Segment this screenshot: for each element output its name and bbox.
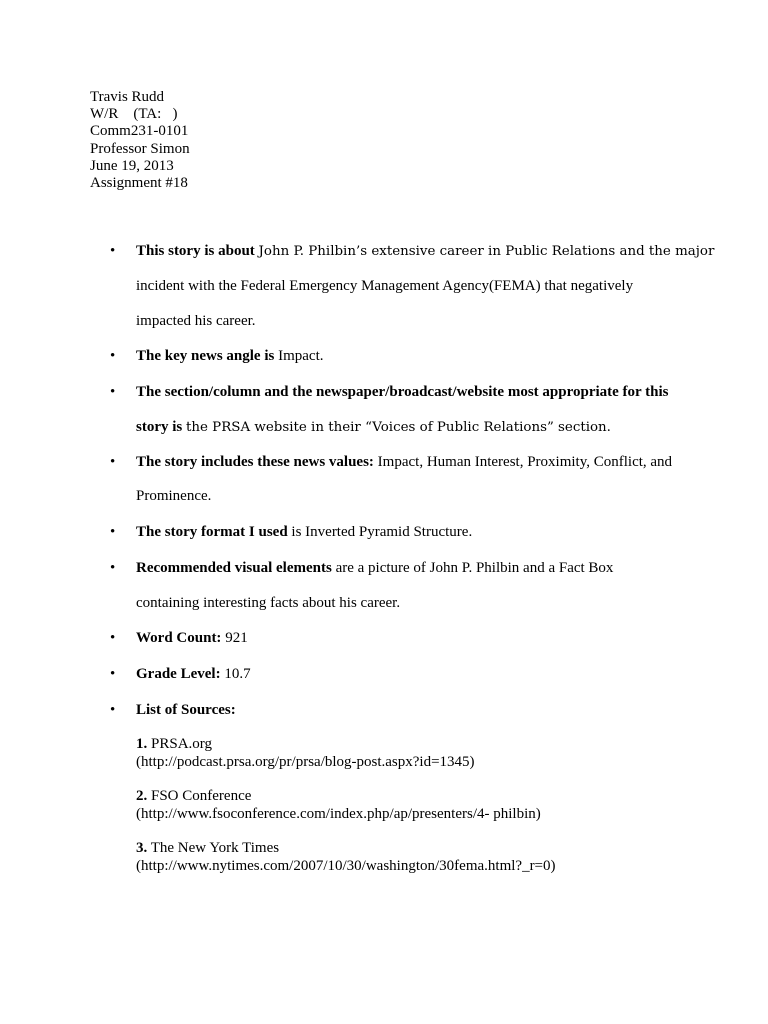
bullet-text: the PRSA website in their “Voices of Public Relations” section. [186, 420, 611, 435]
bullet-text: incident with the Federal Emergency Management Agency(FEMA) that negatively [136, 278, 634, 294]
bullet-dot: • [110, 524, 116, 540]
bullet-dot: • [110, 384, 116, 400]
bullet-label: Word Count: [136, 630, 222, 646]
source-item [136, 788, 251, 805]
section-ta: W/R (TA: ) [90, 106, 178, 123]
source-url: (http://podcast.prsa.org/pr/prsa/blog-post.aspx?id=1345) [136, 754, 475, 770]
document-date: June 19, 2013 [90, 157, 174, 174]
bullet-label: This story is about [136, 243, 255, 259]
bullet-label: The key news angle is [136, 348, 275, 364]
source-number: 1. [136, 736, 148, 752]
bullet-text: are a picture of John P. Philbin and a Fact Box [335, 560, 614, 576]
bullet-dot: • [110, 243, 116, 259]
bullet-text: John P. Philbin’s extensive career in Public Relations and the major [258, 244, 715, 259]
bullet-label: story is [136, 419, 183, 435]
source-url: (http://www.nytimes.com/2007/10/30/washington/30fema.html?_r=0) [136, 858, 556, 874]
source-name: FSO Conference [151, 788, 252, 804]
bullet-dot: • [110, 560, 116, 576]
bullet-label: Recommended visual elements [136, 560, 332, 576]
source-name: The New York Times [150, 840, 280, 856]
document-header [90, 89, 190, 192]
source-name: PRSA.org [151, 736, 212, 752]
bullet-dot: • [110, 702, 116, 718]
bullet-dot: • [110, 454, 116, 470]
bullet-label: Grade Level: [136, 666, 221, 682]
bullet-label: The story includes these news values: [136, 454, 374, 470]
professor-name: Professor Simon [90, 140, 190, 157]
grade-level-value: 10.7 [224, 666, 251, 682]
bullet-text: containing interesting facts about his career. [136, 595, 401, 611]
bullet-dot: • [110, 630, 116, 646]
bullet-text: Impact. [278, 348, 324, 364]
bullet-text: Impact, Human Interest, Proximity, Conflict, and [377, 454, 673, 470]
bullet-text: is Inverted Pyramid Structure. [291, 524, 473, 540]
bullet-label: List of Sources: [136, 702, 236, 718]
author-name: Travis Rudd [90, 89, 165, 105]
word-count-value: 921 [225, 630, 248, 646]
bullet-dot: • [110, 348, 116, 364]
source-url: (http://www.fsoconference.com/index.php/ap/presenters/4- philbin) [136, 806, 541, 822]
bullet-label: The story format I used [136, 524, 288, 540]
source-number: 2. [136, 788, 148, 804]
bullet-dot: • [110, 666, 116, 682]
bullet-text: Prominence. [136, 488, 212, 504]
assignment-number: Assignment #18 [90, 175, 188, 192]
source-item [136, 840, 279, 857]
course-code: Comm231-0101 [90, 123, 189, 140]
bullet-label: The section/column and the newspaper/broadcast/website most appropriate for this [136, 384, 669, 400]
bullet-text: impacted his career. [136, 313, 256, 329]
source-item [136, 736, 212, 753]
source-number: 3. [136, 840, 148, 856]
